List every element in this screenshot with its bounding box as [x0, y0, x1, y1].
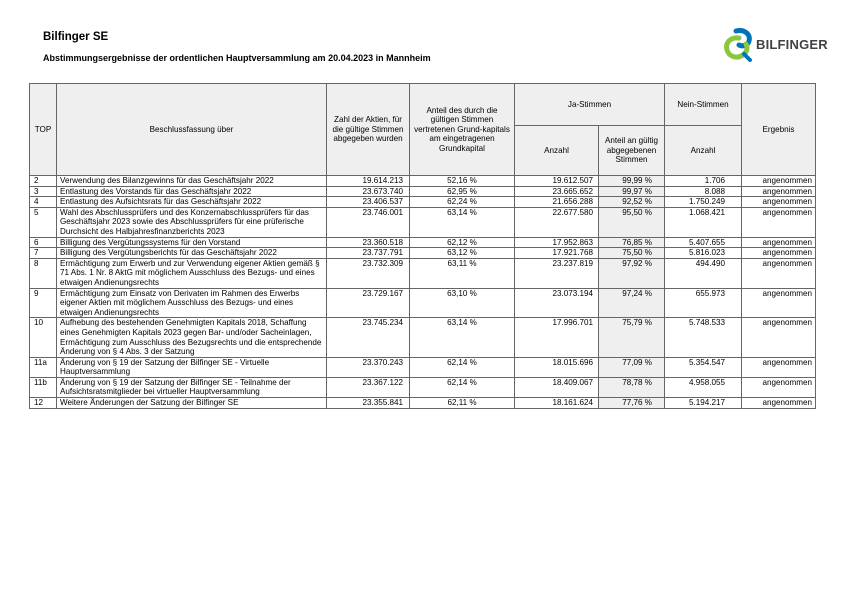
valid-shares: 23.673.740 — [327, 186, 410, 197]
capital-percent: 62,14 % — [410, 377, 515, 397]
valid-shares: 23.746.001 — [327, 207, 410, 237]
top-number: 10 — [30, 318, 57, 357]
yes-percent: 77,76 % — [599, 398, 665, 409]
yes-percent: 97,24 % — [599, 288, 665, 318]
yes-percent: 75,79 % — [599, 318, 665, 357]
yes-count: 18.161.624 — [515, 398, 599, 409]
valid-shares: 23.737.791 — [327, 248, 410, 259]
document-title: Abstimmungsergebnisse der ordentlichen Hauptversammlung am 20.04.2023 in Mannheim — [43, 53, 431, 63]
yes-percent: 76,85 % — [599, 237, 665, 248]
result-status: angenommen — [742, 258, 816, 288]
capital-percent: 63,14 % — [410, 318, 515, 357]
yes-percent: 77,09 % — [599, 357, 665, 377]
header-shares: Zahl der Aktien, für die gültige Stimmen abgegeben wurden — [327, 84, 410, 176]
table-row — [30, 197, 816, 208]
header-no-votes: Nein-Stimmen — [665, 84, 742, 126]
valid-shares: 23.370.243 — [327, 357, 410, 377]
valid-shares: 23.745.234 — [327, 318, 410, 357]
table-row — [30, 186, 816, 197]
company-name: Bilfinger SE — [43, 31, 109, 43]
valid-shares: 23.367.122 — [327, 377, 410, 397]
top-number: 9 — [30, 288, 57, 318]
table-row — [30, 176, 816, 187]
top-number: 11a — [30, 357, 57, 377]
resolution-title: Entlastung des Vorstands für das Geschäftsjahr 2022 — [57, 186, 327, 197]
top-number: 7 — [30, 248, 57, 259]
resolution-title: Weitere Änderungen der Satzung der Bilfinger SE — [57, 398, 327, 409]
capital-percent: 62,12 % — [410, 237, 515, 248]
yes-count: 17.952.863 — [515, 237, 599, 248]
no-count: 655.973 — [665, 288, 742, 318]
capital-percent: 63,11 % — [410, 258, 515, 288]
header-top: TOP — [30, 84, 57, 176]
result-status: angenommen — [742, 207, 816, 237]
resolution-title: Billigung des Vergütungsberichts für das Geschäftsjahr 2022 — [57, 248, 327, 259]
result-status: angenommen — [742, 176, 816, 187]
yes-percent: 78,78 % — [599, 377, 665, 397]
table-row — [30, 248, 816, 259]
yes-percent: 95,50 % — [599, 207, 665, 237]
yes-count: 17.921.768 — [515, 248, 599, 259]
result-status: angenommen — [742, 237, 816, 248]
yes-percent: 99,99 % — [599, 176, 665, 187]
resolution-title: Änderung von § 19 der Satzung der Bilfinger SE - Virtuelle Hauptversammlung — [57, 357, 327, 377]
valid-shares: 23.360.518 — [327, 237, 410, 248]
capital-percent: 62,14 % — [410, 357, 515, 377]
top-number: 3 — [30, 186, 57, 197]
top-number: 2 — [30, 176, 57, 187]
resolution-title: Ermächtigung zum Einsatz von Derivaten im Rahmen des Erwerbs eigener Aktien mit möglichem Ausschluss des Bezugs- und eines etwaigen Andienungsrechts — [57, 288, 327, 318]
resolution-title: Ermächtigung zum Erwerb und zur Verwendung eigener Aktien gemäß § 71 Abs. 1 Nr. 8 AktG mit möglichem Ausschluss des Bezugs- und eines etwaigen Andienungsrechts — [57, 258, 327, 288]
company-logo — [722, 28, 828, 62]
yes-count: 22.677.580 — [515, 207, 599, 237]
capital-percent: 63,14 % — [410, 207, 515, 237]
capital-percent: 62,11 % — [410, 398, 515, 409]
result-status: angenommen — [742, 288, 816, 318]
yes-count: 23.665.652 — [515, 186, 599, 197]
no-count: 1.750.249 — [665, 197, 742, 208]
table-row — [30, 207, 816, 237]
top-number: 6 — [30, 237, 57, 248]
resolution-title: Aufhebung des bestehenden Genehmigten Kapitals 2018, Schaffung eines Genehmigten Kapitals 2023 gegen Bar- und/oder Sacheinlagen, Ermächtigung zum Ausschluss des Bezugsrechts und die entsprechende Änderung von § 4 Abs. 3 der Satzung — [57, 318, 327, 357]
top-number: 12 — [30, 398, 57, 409]
result-status: angenommen — [742, 357, 816, 377]
yes-count: 17.996.701 — [515, 318, 599, 357]
result-status: angenommen — [742, 248, 816, 259]
yes-count: 23.073.194 — [515, 288, 599, 318]
resolution-title: Billigung des Vergütungssystems für den Vorstand — [57, 237, 327, 248]
result-status: angenommen — [742, 377, 816, 397]
valid-shares: 23.355.841 — [327, 398, 410, 409]
yes-count: 19.612.507 — [515, 176, 599, 187]
result-status: angenommen — [742, 318, 816, 357]
table-row — [30, 288, 816, 318]
results-table — [29, 83, 816, 409]
yes-percent: 92,52 % — [599, 197, 665, 208]
header-result: Ergebnis — [742, 84, 816, 176]
header-yes-votes: Ja-Stimmen — [515, 84, 665, 126]
top-number: 11b — [30, 377, 57, 397]
valid-shares: 23.406.537 — [327, 197, 410, 208]
result-status: angenommen — [742, 398, 816, 409]
resolution-title: Verwendung des Bilanzgewinns für das Geschäftsjahr 2022 — [57, 176, 327, 187]
table-row — [30, 377, 816, 397]
yes-percent: 99,97 % — [599, 186, 665, 197]
header-yes-count: Anzahl — [515, 126, 599, 176]
result-status: angenommen — [742, 197, 816, 208]
yes-count: 21.656.288 — [515, 197, 599, 208]
result-status: angenommen — [742, 186, 816, 197]
valid-shares: 23.729.167 — [327, 288, 410, 318]
logo-wordmark: BILFINGER — [756, 37, 828, 52]
no-count: 4.958.055 — [665, 377, 742, 397]
no-count: 5.816.023 — [665, 248, 742, 259]
header-capital-share: Anteil des durch die gültigen Stimmen vertretenen Grund-kapitals am eingetragenen Grundkapital — [410, 84, 515, 176]
capital-percent: 62,95 % — [410, 186, 515, 197]
resolution-title: Wahl des Abschlussprüfers und des Konzernabschlussprüfers für das Geschäftsjahr 2023 sowie des Abschlussprüfers für eine prüferische Durchsicht des Halbjahresfinanzberichts 2023 — [57, 207, 327, 237]
top-number: 5 — [30, 207, 57, 237]
valid-shares: 19.614.213 — [327, 176, 410, 187]
capital-percent: 62,24 % — [410, 197, 515, 208]
resolution-title: Änderung von § 19 der Satzung der Bilfinger SE - Teilnahme der Aufsichtsratsmitglieder bei virtueller Hauptversammlung — [57, 377, 327, 397]
resolution-title: Entlastung des Aufsichtsrats für das Geschäftsjahr 2022 — [57, 197, 327, 208]
header-no-count: Anzahl — [665, 126, 742, 176]
top-number: 8 — [30, 258, 57, 288]
logo-mark-icon — [722, 28, 754, 62]
table-row — [30, 398, 816, 409]
table-row — [30, 357, 816, 377]
yes-percent: 75,50 % — [599, 248, 665, 259]
capital-percent: 63,10 % — [410, 288, 515, 318]
no-count: 1.068.421 — [665, 207, 742, 237]
header-yes-percent: Anteil an gültig abgegebenen Stimmen — [599, 126, 665, 176]
no-count: 8.088 — [665, 186, 742, 197]
header-title: Beschlussfassung über — [57, 84, 327, 176]
no-count: 494.490 — [665, 258, 742, 288]
capital-percent: 52,16 % — [410, 176, 515, 187]
table-row — [30, 318, 816, 357]
yes-count: 23.237.819 — [515, 258, 599, 288]
no-count: 5.194.217 — [665, 398, 742, 409]
valid-shares: 23.732.309 — [327, 258, 410, 288]
yes-count: 18.015.696 — [515, 357, 599, 377]
table-row — [30, 258, 816, 288]
yes-count: 18.409.067 — [515, 377, 599, 397]
no-count: 1.706 — [665, 176, 742, 187]
capital-percent: 63,12 % — [410, 248, 515, 259]
no-count: 5.407.655 — [665, 237, 742, 248]
yes-percent: 97,92 % — [599, 258, 665, 288]
table-row — [30, 237, 816, 248]
top-number: 4 — [30, 197, 57, 208]
no-count: 5.748.533 — [665, 318, 742, 357]
no-count: 5.354.547 — [665, 357, 742, 377]
